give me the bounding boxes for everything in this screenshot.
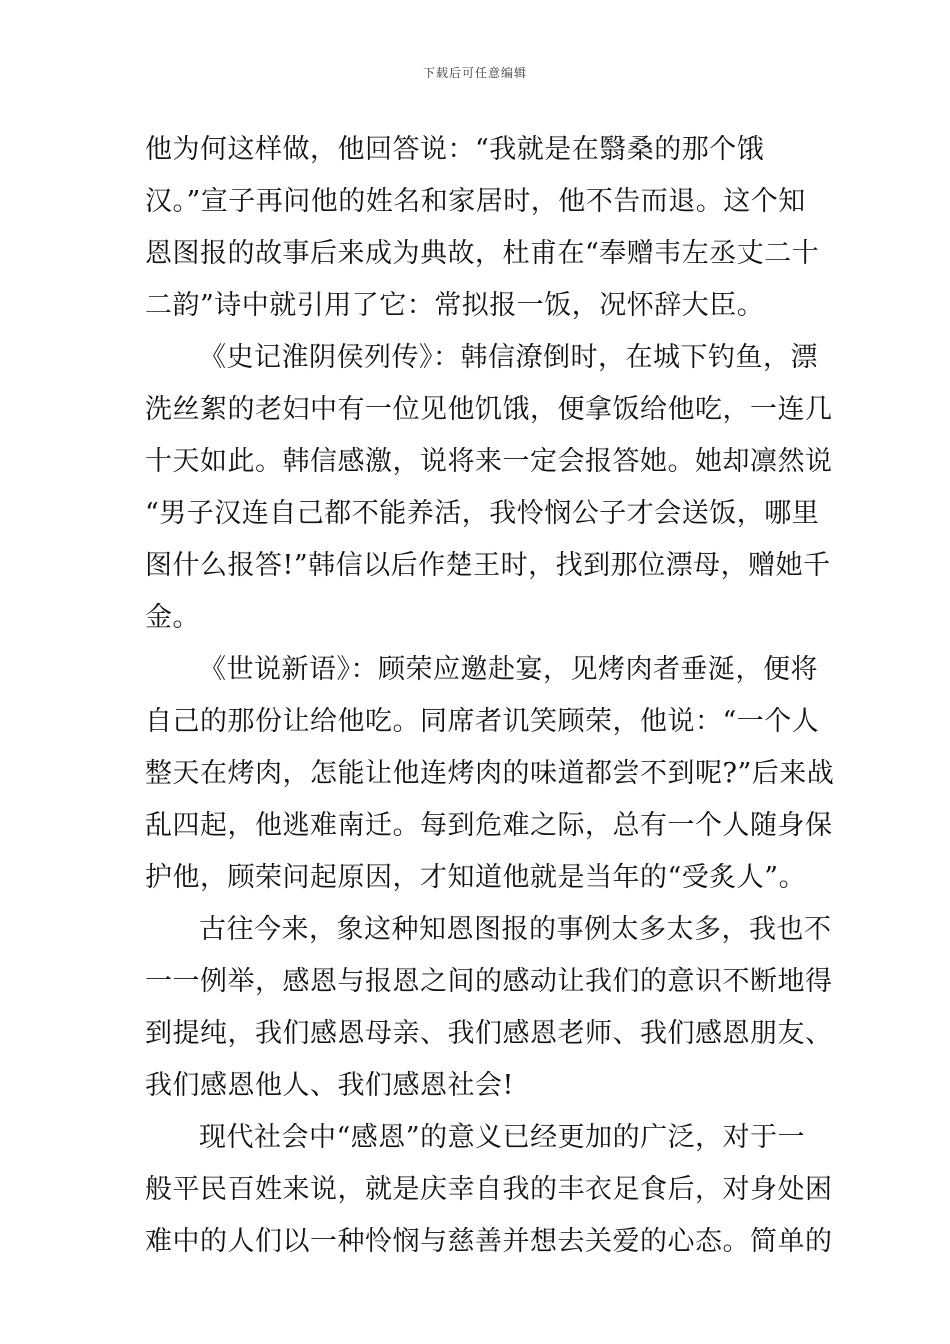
text-line: 《史记淮阴侯列传》：韩信潦倒时，在城下钓鱼，漂: [199, 342, 818, 373]
text-line: 般平民百姓来说，就是庆幸自我的丰衣足食后，对身处困: [145, 1174, 833, 1205]
text-line: 十天如此。韩信感激，说将来一定会报答她。她却凛然说: [145, 446, 833, 477]
text-line: 汉。”宣子再问他的姓名和家居时，他不告而退。这个知: [145, 186, 806, 217]
text-line: 整天在烤肉，怎能让他连烤肉的味道都尝不到呢?”后来战: [145, 758, 835, 789]
text-line: 自己的那份让给他吃。同席者讥笑顾荣，他说：“一个人: [145, 706, 820, 737]
page-header: 下载后可任意编辑: [422, 66, 527, 80]
text-line: 护他，顾荣问起原因，才知道他就是当年的“受炙人”。: [145, 862, 807, 893]
text-line: 洗丝絮的老妇中有一位见他饥饿，便拿饭给他吃，一连几: [145, 394, 833, 425]
text-line: 金。: [145, 602, 200, 633]
text-line: 难中的人们以一种怜悯与慈善并想去关爱的心态。简单的: [145, 1226, 833, 1257]
text-line: 恩图报的故事后来成为典故，杜甫在“奉赠韦左丞丈二十: [145, 238, 820, 269]
text-line: 一一例举，感恩与报恩之间的感动让我们的意识不断地得: [145, 966, 833, 997]
text-line: 他为何这样做，他回答说：“我就是在翳桑的那个饿: [145, 134, 765, 165]
text-line: 古往今来，象这种知恩图报的事例太多太多，我也不: [199, 914, 832, 945]
text-line: 《世说新语》：顾荣应邀赴宴，见烤肉者垂涎，便将: [199, 654, 818, 685]
text-line: 到提纯，我们感恩母亲、我们感恩老师、我们感恩朋友、: [145, 1018, 833, 1049]
document-body: [145, 124, 835, 1268]
text-line: 现代社会中“感恩”的意义已经更加的广泛，对于一: [199, 1122, 806, 1153]
text-line: 乱四起，他逃难南迁。每到危难之际，总有一个人随身保: [145, 810, 833, 841]
text-line: 我们感恩他人、我们感恩社会!: [145, 1070, 514, 1101]
text-line: 二韵”诗中就引用了它：常拟报一饭，况怀辞大臣。: [145, 290, 765, 321]
text-line: 图什么报答!”韩信以后作楚王时，找到那位漂母，赠她千: [145, 550, 831, 581]
text-line: “男子汉连自己都不能养活，我怜悯公子才会送饭，哪里: [145, 498, 820, 529]
